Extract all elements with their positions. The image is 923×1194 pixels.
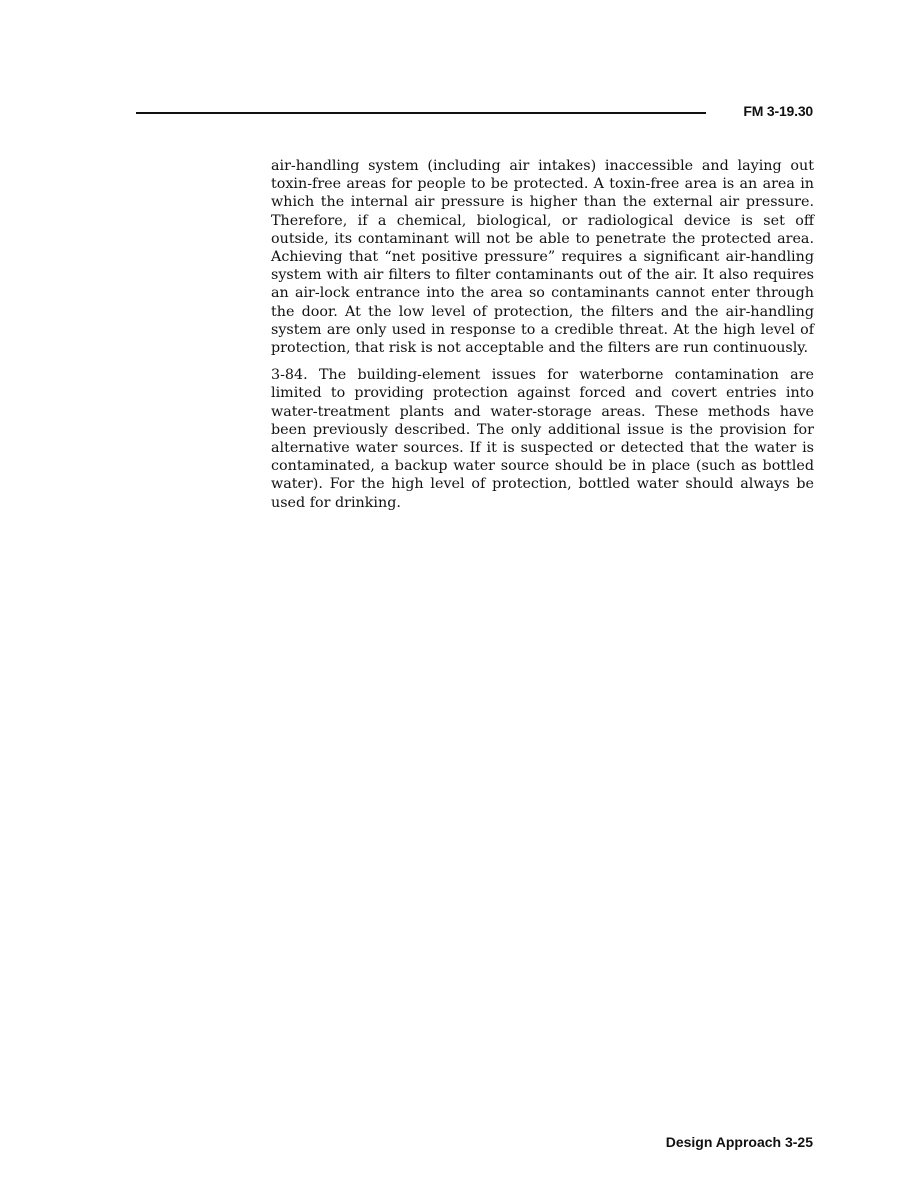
page-footer: Design Approach 3-25 (665, 1134, 813, 1150)
paragraph-continuation: air-handling system (including air intakes) inaccessible and laying out toxin-free areas for people to be protected. A toxin-free area is an area in which the internal air pressure is higher than the external air pressure. Therefore, if a chemical, biological, or radiological device is set off outside, its contaminant will not be able to penetrate the protected area. Achieving that “net positive pressure” requires a significant air-handling system with air filters to filter contaminants out of the air. It also requires an air-lock entrance into the area so contaminants cannot enter through the door. At the low level of protection, the filters and the air-handling system are only used in response to a credible threat. At the high level of protection, that risk is not acceptable and the filters are run continuously. (271, 158, 814, 357)
paragraph-3-84: 3-84. The building-element issues for waterborne contamination are limited to providing protection against forced and covert entries into water-treatment plants and water-storage areas. These methods have been previously described. The only additional issue is the provision for alternative water sources. If it is suspected or detected that the water is contaminated, a backup water source should be in place (such as bottled water). For the high level of protection, bottled water should always be used for drinking. (271, 367, 814, 511)
body-text (271, 157, 814, 521)
header-rule (136, 112, 706, 114)
document-id: FM 3-19.30 (743, 103, 813, 119)
